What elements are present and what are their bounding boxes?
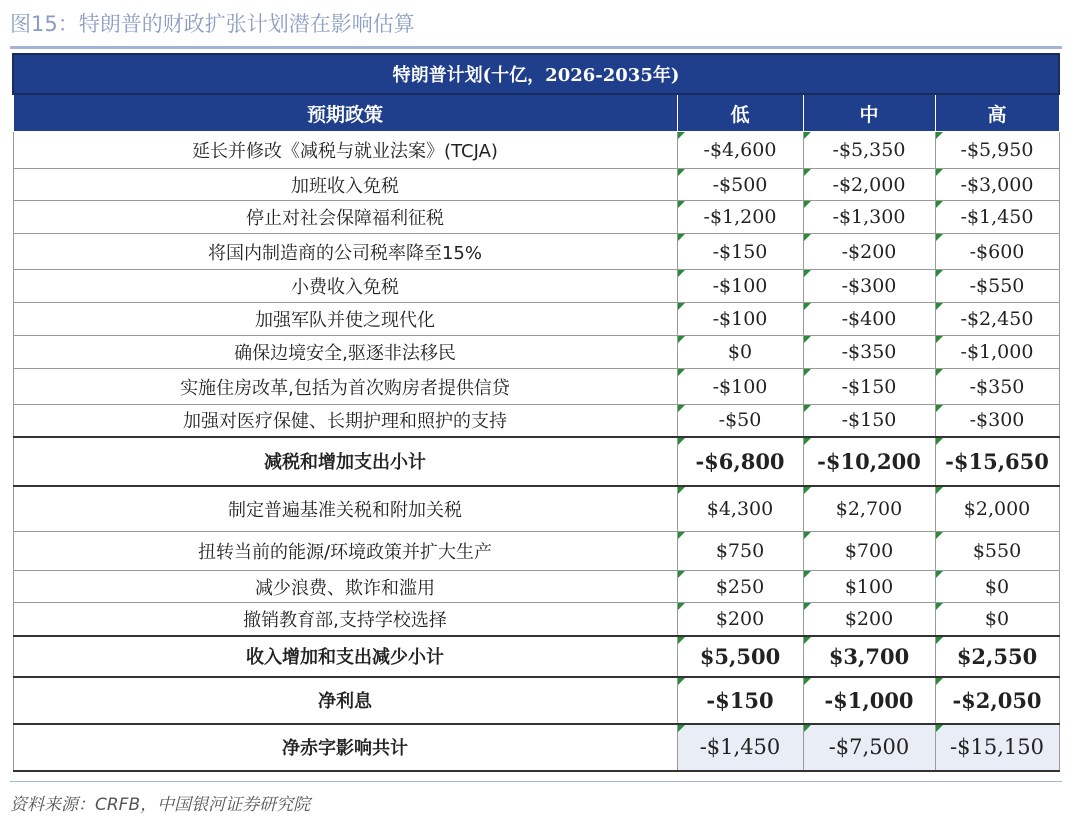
value-low: -$1,200	[677, 201, 803, 234]
value-mid: $3,700	[803, 636, 935, 677]
value-high: -$5,950	[935, 132, 1059, 169]
subtotal-row	[13, 636, 1059, 677]
policy-label: 停止对社会保障福利征税	[13, 201, 677, 234]
table-row	[13, 234, 1059, 270]
value-low: -$1,450	[677, 724, 803, 771]
policy-label: 确保边境安全,驱逐非法移民	[13, 336, 677, 369]
total-row	[13, 724, 1059, 771]
figure-title: 图15：特朗普的财政扩张计划潜在影响估算	[10, 12, 415, 36]
value-low: -$150	[677, 677, 803, 724]
value-mid: -$400	[803, 303, 935, 336]
value-low: -$100	[677, 270, 803, 303]
value-high: -$350	[935, 369, 1059, 405]
value-low: $200	[677, 603, 803, 636]
policy-label: 减少浪费、欺诈和滥用	[13, 571, 677, 603]
value-low: -$500	[677, 169, 803, 201]
value-high: -$1,450	[935, 201, 1059, 234]
value-mid: $2,700	[803, 486, 935, 532]
fiscal-table	[12, 53, 1058, 772]
value-mid: -$2,000	[803, 169, 935, 201]
table-row	[13, 571, 1059, 603]
policy-label: 延长并修改《减税与就业法案》(TCJA)	[13, 132, 677, 169]
value-high: -$1,000	[935, 336, 1059, 369]
table-row	[13, 169, 1059, 201]
value-mid: -$150	[803, 369, 935, 405]
net-interest-label: 净利息	[13, 677, 677, 724]
value-high: $2,550	[935, 636, 1059, 677]
value-mid: -$1,000	[803, 677, 935, 724]
value-low: $250	[677, 571, 803, 603]
value-high: -$15,150	[935, 724, 1059, 771]
policy-label: 将国内制造商的公司税率降至15%	[13, 234, 677, 270]
net-interest-row	[13, 677, 1059, 724]
source-note: 资料来源：CRFB，中国银河证券研究院	[10, 795, 311, 815]
table-row	[13, 303, 1059, 336]
col-header-mid: 中	[803, 94, 935, 132]
policy-label: 撤销教育部,支持学校选择	[13, 603, 677, 636]
policy-label: 小费收入免税	[13, 270, 677, 303]
policy-label: 扭转当前的能源/环境政策并扩大生产	[13, 532, 677, 571]
subtotal-label: 减税和增加支出小计	[13, 437, 677, 486]
value-low: $0	[677, 336, 803, 369]
policy-label: 加强军队并使之现代化	[13, 303, 677, 336]
value-high: -$15,650	[935, 437, 1059, 486]
policy-label: 制定普遍基准关税和附加关税	[13, 486, 677, 532]
value-low: -$100	[677, 303, 803, 336]
value-mid: $700	[803, 532, 935, 571]
value-low: -$100	[677, 369, 803, 405]
table-row	[13, 532, 1059, 571]
value-high: $0	[935, 603, 1059, 636]
table-row	[13, 486, 1059, 532]
table-row	[13, 132, 1059, 169]
policy-label: 加强对医疗保健、长期护理和照护的支持	[13, 405, 677, 437]
value-mid: -$5,350	[803, 132, 935, 169]
table-row	[13, 201, 1059, 234]
value-high: -$3,000	[935, 169, 1059, 201]
total-label: 净赤字影响共计	[13, 724, 677, 771]
col-header-policy: 预期政策	[13, 94, 677, 132]
value-mid: -$10,200	[803, 437, 935, 486]
value-mid: -$150	[803, 405, 935, 437]
col-header-low: 低	[677, 94, 803, 132]
value-high: $0	[935, 571, 1059, 603]
value-low: $750	[677, 532, 803, 571]
value-low: $4,300	[677, 486, 803, 532]
table-banner: 特朗普计划(十亿，2026-2035年)	[13, 54, 1059, 94]
policy-label: 加班收入免税	[13, 169, 677, 201]
value-high: -$300	[935, 405, 1059, 437]
value-high: -$2,050	[935, 677, 1059, 724]
subtotal-label: 收入增加和支出减少小计	[13, 636, 677, 677]
source-divider	[10, 781, 1062, 782]
value-high: -$550	[935, 270, 1059, 303]
value-low: $5,500	[677, 636, 803, 677]
value-high: $550	[935, 532, 1059, 571]
table-row	[13, 336, 1059, 369]
table-row	[13, 405, 1059, 437]
value-low: -$6,800	[677, 437, 803, 486]
table-row	[13, 369, 1059, 405]
value-mid: -$350	[803, 336, 935, 369]
title-divider	[10, 46, 1062, 49]
value-mid: $200	[803, 603, 935, 636]
value-high: $2,000	[935, 486, 1059, 532]
subtotal-row	[13, 437, 1059, 486]
value-mid: -$1,300	[803, 201, 935, 234]
value-high: -$600	[935, 234, 1059, 270]
value-low: -$150	[677, 234, 803, 270]
table-row	[13, 603, 1059, 636]
policy-label: 实施住房改革,包括为首次购房者提供信贷	[13, 369, 677, 405]
table-row	[13, 270, 1059, 303]
value-low: -$50	[677, 405, 803, 437]
value-mid: -$7,500	[803, 724, 935, 771]
value-low: -$4,600	[677, 132, 803, 169]
value-mid: $100	[803, 571, 935, 603]
col-header-high: 高	[935, 94, 1059, 132]
value-mid: -$300	[803, 270, 935, 303]
value-high: -$2,450	[935, 303, 1059, 336]
value-mid: -$200	[803, 234, 935, 270]
